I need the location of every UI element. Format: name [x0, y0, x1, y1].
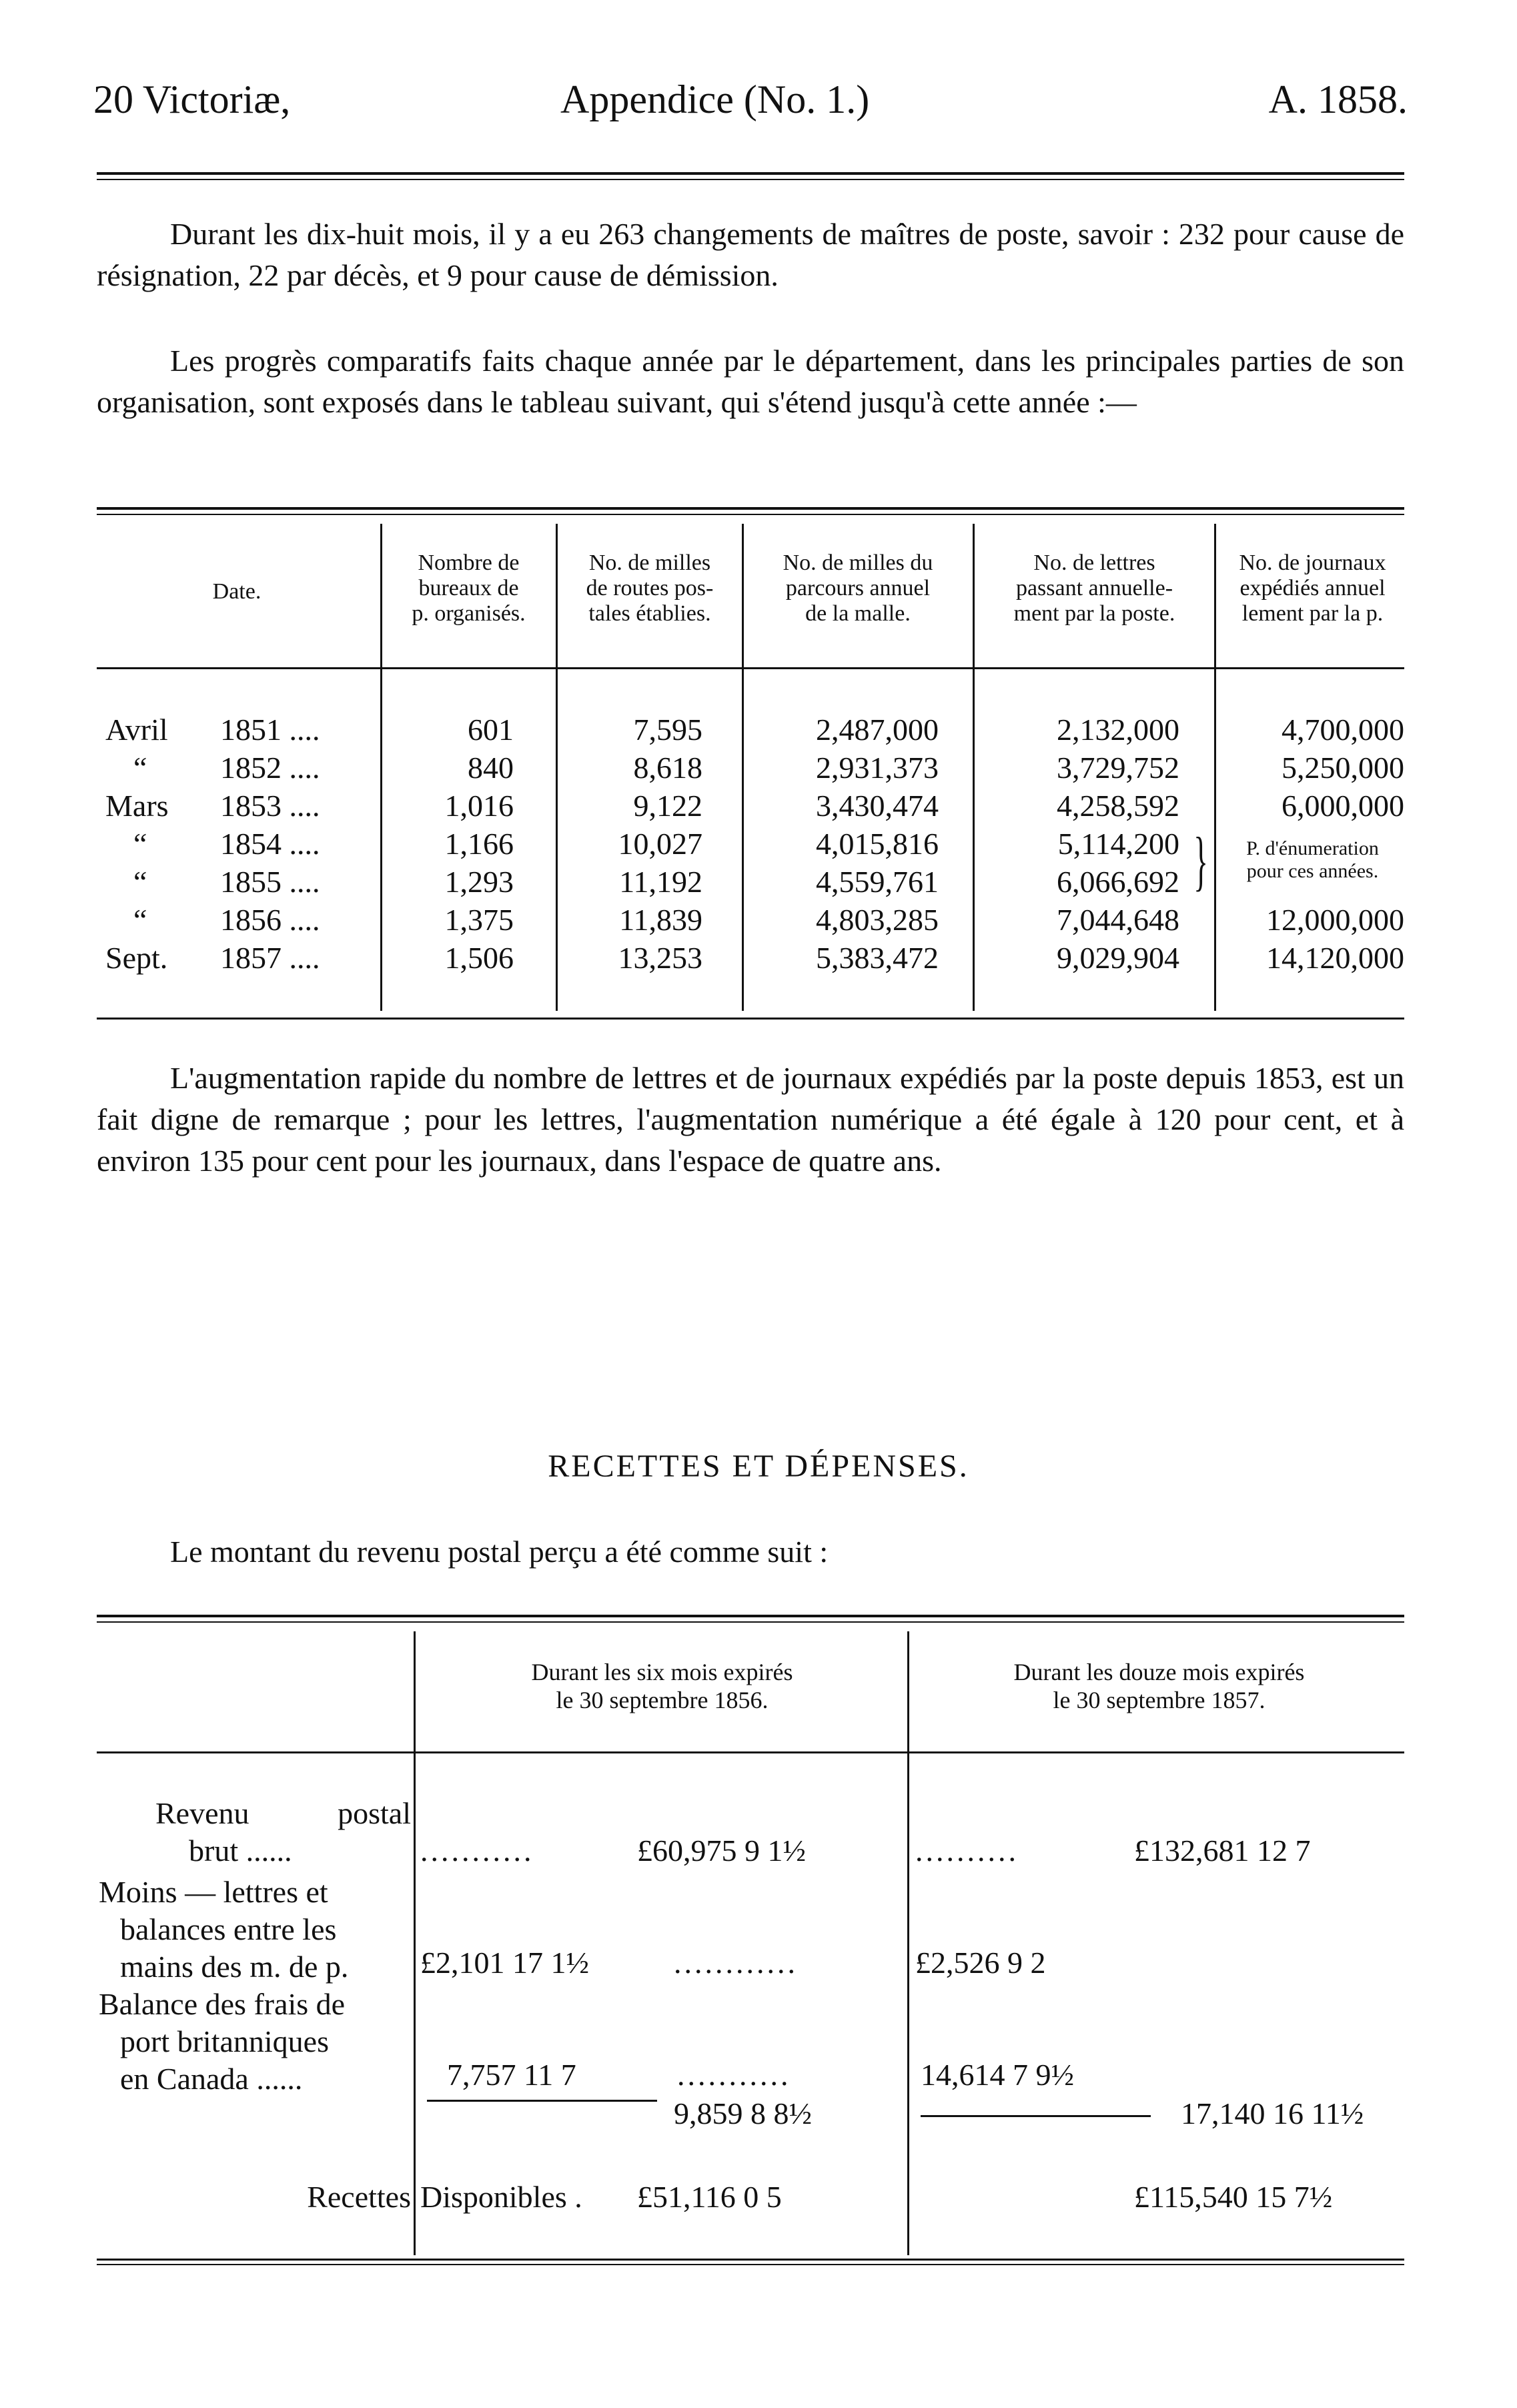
label-moins: Moins — lettres et balances entre les mains des m. de p.	[99, 1875, 349, 1984]
label-recettes: Recettes	[307, 2180, 411, 2214]
paragraph-increase: L'augmentation rapide du nombre de lettres et de journaux expédiés par la poste depuis 1853, est un fait digne de remarque ; pour les lettres, l'augmentation numérique a été égale à 120 pour cent, et à environ 135 pour cent pour les journaux, dans l'espace de quatre ans.	[97, 1061, 1404, 1178]
disponibles-label: Disponibles .	[420, 2180, 582, 2214]
row-year: 1857 ....	[220, 941, 320, 975]
row-year: 1851 ....	[220, 713, 320, 747]
leader-dots: ...........	[677, 2058, 791, 2092]
table2-header-rule	[97, 1751, 1404, 1753]
row-month: Mars	[105, 789, 169, 823]
row-journaux: 14,120,000	[1266, 941, 1404, 975]
moins-1856: £2,101 17 1½	[420, 1946, 589, 1980]
enumeration-note: P. d'énumeration pour ces années.	[1246, 837, 1379, 882]
revenu-1857: £132,681 12 7	[1134, 1834, 1311, 1868]
row-bureaux: 1,506	[444, 941, 514, 975]
row-lettres: 4,258,592	[1057, 789, 1179, 823]
row-bureaux: 1,016	[444, 789, 514, 823]
row-routes: 9,122	[633, 789, 702, 823]
row-bureaux: 840	[468, 751, 514, 785]
col-header-bureaux: Nombre de bureaux de p. organisés.	[412, 550, 526, 626]
row-bureaux: 1,166	[444, 827, 514, 861]
row-lettres: 9,029,904	[1057, 941, 1179, 975]
table2-top-rule-thin	[97, 1621, 1404, 1623]
row-lettres: 6,066,692	[1057, 865, 1179, 899]
subtotal-rule	[921, 2115, 1151, 2117]
page-header	[93, 77, 1408, 137]
finance-intro: Le montant du revenu postal perçu a été comme suit :	[170, 1535, 829, 1569]
row-journaux: 4,700,000	[1282, 713, 1404, 747]
row-parcours: 3,430,474	[816, 789, 939, 823]
leader-dots: ...........	[420, 1834, 534, 1868]
row-parcours: 4,015,816	[816, 827, 939, 861]
total-1856: 9,859 8 8½	[674, 2096, 812, 2130]
row-bureaux: 1,293	[444, 865, 514, 899]
recettes-1856: £51,116 0 5	[637, 2180, 782, 2214]
balance-1857: 14,614 7 9½	[921, 2058, 1074, 2092]
row-month: “	[133, 751, 147, 785]
table1-divider	[973, 524, 975, 1011]
table2-bottom-rule	[97, 2259, 1404, 2261]
row-year: 1853 ....	[220, 789, 320, 823]
row-bureaux: 1,375	[444, 903, 514, 937]
col-header-1857: Durant les douze mois expirés le 30 septembre 1857.	[1013, 1659, 1305, 1713]
row-year: 1855 ....	[220, 865, 320, 899]
table1-divider	[556, 524, 558, 1011]
table2-divider	[414, 1631, 416, 2255]
col-header-parcours: No. de milles du parcours annuel de la malle.	[783, 550, 933, 626]
col-header-1856: Durant les six mois expirés le 30 septembre 1856.	[531, 1659, 793, 1713]
row-lettres: 3,729,752	[1057, 751, 1179, 785]
row-routes: 11,839	[619, 903, 702, 937]
header-appendix: Appendice (No. 1.)	[560, 77, 870, 121]
leader-dots: ............	[674, 1946, 798, 1980]
row-bureaux: 601	[468, 713, 514, 747]
section-title: RECETTES ET DÉPENSES.	[548, 1449, 969, 1484]
header-rule	[97, 172, 1404, 175]
row-year: 1854 ....	[220, 827, 320, 861]
col-header-journaux: No. de journaux expédiés annuel lement par la p.	[1239, 550, 1386, 626]
table1-divider	[380, 524, 382, 1011]
label-balance: Balance des frais de port britanniques en Canada ......	[99, 1987, 346, 2096]
row-routes: 10,027	[618, 827, 702, 861]
balance-1856: 7,757 11 7	[447, 2058, 576, 2092]
col-header-date: Date.	[212, 579, 262, 604]
paragraph-progress: Les progrès comparatifs faits chaque année par le département, dans les principales parties de son organisation, sont exposés dans le tableau suivant, qui s'étend jusqu'à cette année :—	[97, 344, 1404, 419]
row-month: “	[133, 827, 147, 861]
moins-1857: £2,526 9 2	[915, 1946, 1046, 1980]
leader-dots: ..........	[915, 1834, 1019, 1868]
row-journaux: 6,000,000	[1282, 789, 1404, 823]
row-routes: 7,595	[633, 713, 702, 747]
recettes-1857: £115,540 15 7½	[1134, 2180, 1333, 2214]
header-session: 20 Victoriæ,	[93, 77, 291, 121]
row-journaux: 12,000,000	[1266, 903, 1404, 937]
row-routes: 8,618	[633, 751, 702, 785]
table1-top-rule	[97, 507, 1404, 510]
revenu-1856: £60,975 9 1½	[637, 1834, 806, 1868]
label-revenu: Revenu postal brut ......	[155, 1796, 411, 1868]
row-lettres: 7,044,648	[1057, 903, 1179, 937]
row-month: “	[133, 865, 147, 899]
brace-glyph: }	[1193, 823, 1208, 897]
header-rule-thin	[97, 179, 1404, 180]
table1-header-rule	[97, 667, 1404, 669]
row-lettres: 5,114,200	[1057, 827, 1179, 861]
row-month: “	[133, 903, 147, 937]
row-routes: 13,253	[618, 941, 702, 975]
row-journaux: 5,250,000	[1282, 751, 1404, 785]
col-header-lettres: No. de lettres passant annuelle- ment par la poste.	[1013, 550, 1175, 626]
row-lettres: 2,132,000	[1057, 713, 1179, 747]
row-parcours: 4,803,285	[816, 903, 939, 937]
table1-divider	[742, 524, 744, 1011]
table1-bottom-rule	[97, 1018, 1404, 1020]
table1-divider	[1214, 524, 1216, 1011]
row-parcours: 2,487,000	[816, 713, 939, 747]
table1-top-rule-thin	[97, 514, 1404, 515]
paragraph-postmasters: Durant les dix-huit mois, il y a eu 263 changements de maîtres de poste, savoir : 232 pour cause de résignation, 22 par décès, et 9 pour cause de démission.	[97, 217, 1404, 292]
total-1857: 17,140 16 11½	[1181, 2096, 1364, 2130]
row-parcours: 5,383,472	[816, 941, 939, 975]
table2-bottom-rule-thin	[97, 2264, 1404, 2265]
table2-divider	[907, 1631, 909, 2255]
table2-top-rule	[97, 1615, 1404, 1617]
row-year: 1856 ....	[220, 903, 320, 937]
subtotal-rule	[427, 2100, 657, 2102]
row-month: Avril	[105, 713, 168, 747]
row-parcours: 2,931,373	[816, 751, 939, 785]
row-parcours: 4,559,761	[816, 865, 939, 899]
row-routes: 11,192	[619, 865, 702, 899]
row-month: Sept.	[105, 941, 168, 975]
row-year: 1852 ....	[220, 751, 320, 785]
col-header-routes: No. de milles de routes pos- tales établies.	[586, 550, 714, 626]
header-year: A. 1858.	[1268, 77, 1408, 121]
